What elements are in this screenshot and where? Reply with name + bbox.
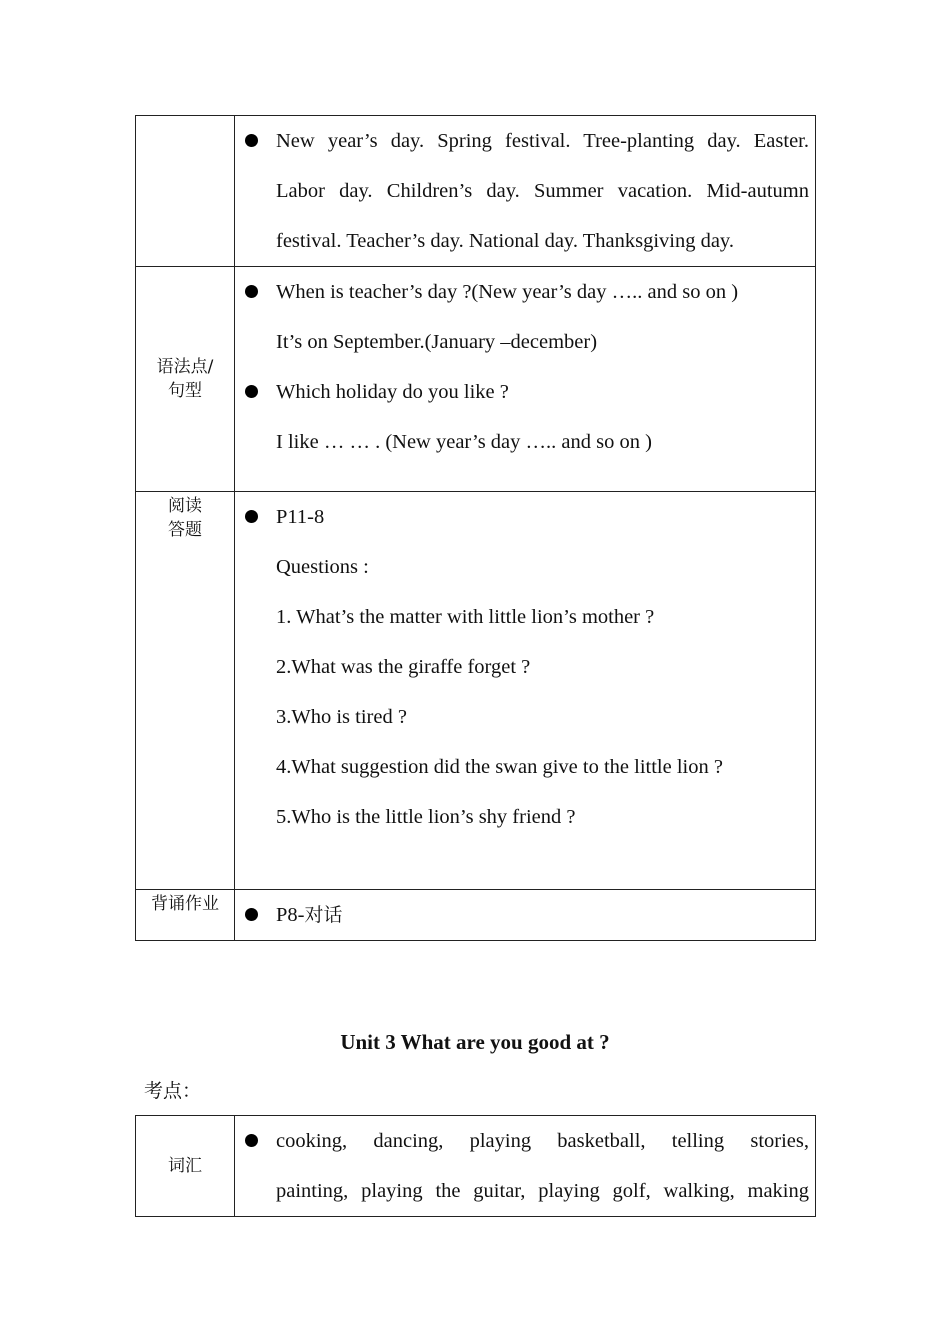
bullet-icon	[245, 908, 258, 921]
reading-line-1: P11-8	[235, 492, 815, 542]
reading-line-3: 1. What’s the matter with little lion’s mother ?	[276, 606, 655, 628]
grammar-line-4: I like … … . (New year’s day ….. and so on )	[276, 431, 652, 453]
vocab-label: 词汇	[136, 1116, 235, 1217]
holidays-content	[235, 116, 816, 267]
reading-line-5: 3.Who is tired ?	[276, 706, 407, 728]
unit-title: Unit 3 What are you good at ?	[340, 1030, 610, 1054]
grammar-line-3: Which holiday do you like ?	[235, 367, 815, 417]
vocab-line-1: cooking, dancing, playing basketball, telling stories,	[235, 1116, 815, 1166]
recite-content	[235, 890, 816, 941]
holidays-label	[136, 116, 235, 267]
grammar-label: 语法点/ 句型	[136, 267, 235, 492]
reading-label: 阅读 答题	[136, 492, 235, 890]
bullet-icon	[245, 134, 258, 147]
vocab-table	[135, 1115, 816, 1217]
recite-label: 背诵作业	[136, 890, 235, 941]
recite-line: P8-对话	[235, 890, 815, 940]
vocab-line-2: painting, playing the guitar, playing golf, walking, making	[276, 1180, 809, 1202]
exam-points-label: 考点：	[144, 1080, 202, 1102]
reading-row	[136, 492, 816, 890]
reading-line-7: 5.Who is the little lion’s shy friend ?	[276, 806, 576, 828]
vocab-content	[235, 1116, 816, 1217]
reading-line-4: 2.What was the giraffe forget ?	[276, 656, 531, 678]
holidays-line-1: New year’s day. Spring festival. Tree-planting day. Easter.	[235, 116, 815, 166]
grammar-line-1: When is teacher’s day ?(New year’s day ….. and so on )	[235, 267, 815, 317]
review-table	[135, 115, 816, 941]
grammar-row	[136, 267, 816, 492]
holidays-line-3: festival. Teacher’s day. National day. Thanksgiving day.	[276, 230, 734, 252]
holidays-line-2: Labor day. Children’s day. Summer vacation. Mid-autumn	[276, 180, 809, 202]
reading-line-2: Questions :	[276, 556, 369, 578]
bullet-icon	[245, 510, 258, 523]
vocab-row	[136, 1116, 816, 1217]
grammar-line-2: It’s on September.(January –december)	[276, 331, 598, 353]
reading-content	[235, 492, 816, 890]
holidays-row	[136, 116, 816, 267]
grammar-content	[235, 267, 816, 492]
bullet-icon	[245, 285, 258, 298]
bullet-icon	[245, 385, 258, 398]
bullet-icon	[245, 1134, 258, 1147]
recite-row	[136, 890, 816, 941]
reading-line-6: 4.What suggestion did the swan give to the little lion ?	[276, 756, 723, 778]
